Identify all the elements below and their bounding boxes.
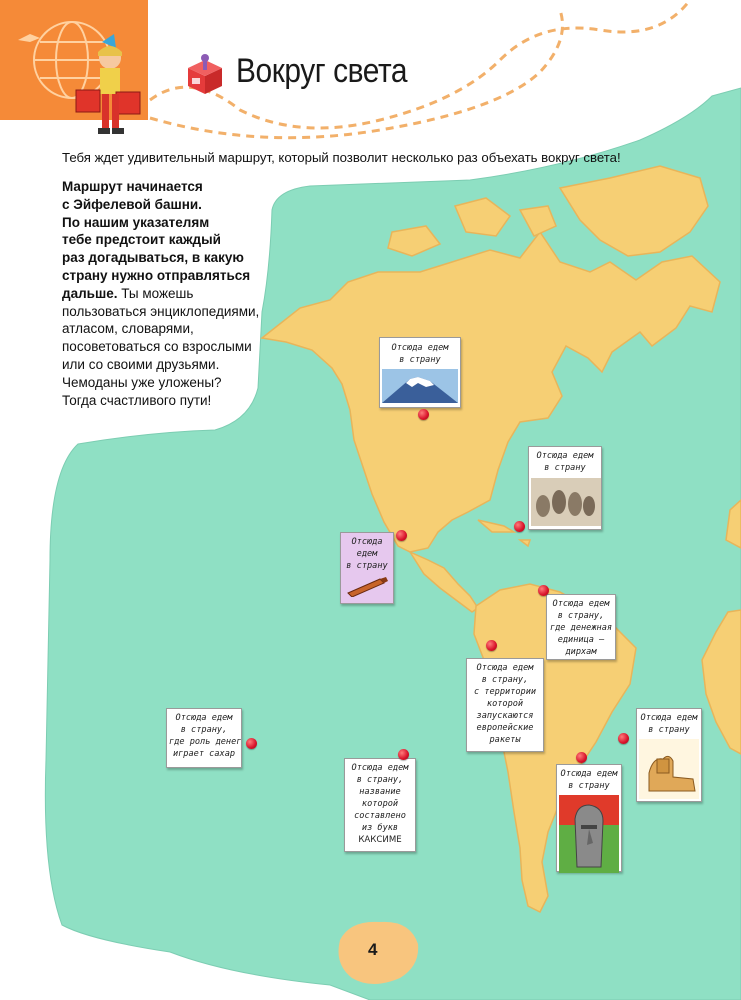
body-paragraph: [62, 178, 282, 409]
note-line: название: [359, 787, 401, 797]
map-pin: [538, 585, 549, 596]
note-line: дирхам: [565, 647, 597, 657]
body-regular-line: посоветоваться со взрослыми: [62, 339, 252, 355]
note-line: которой: [486, 699, 524, 709]
note-line: Отсюда едем: [391, 343, 449, 353]
page-title: Вокруг света: [236, 52, 408, 90]
note-line: Отсюда едем: [536, 451, 594, 461]
note-line: в страну,: [481, 675, 529, 685]
note-line: с территории: [473, 687, 537, 697]
note-card-moai: [556, 764, 622, 872]
note-card-kaksime: [344, 758, 416, 852]
map-pin: [514, 521, 525, 532]
note-line: Отсюда едем: [552, 599, 610, 609]
body-bold-line: раз догадываться, в какую: [62, 250, 244, 266]
map-pin: [618, 733, 629, 744]
map-pin: [486, 640, 497, 651]
note-line: в страну,: [180, 725, 228, 735]
map-pin: [398, 749, 409, 760]
note-line: в страну,: [557, 611, 605, 621]
note-line: составлено: [354, 811, 406, 821]
note-line: едем: [356, 549, 378, 559]
note-card-rockets: [466, 658, 544, 752]
note-card-rushmore: [528, 446, 602, 530]
book-cube-icon: [184, 52, 226, 96]
note-line: в страну: [568, 781, 610, 791]
note-line: Отсюда: [351, 537, 383, 547]
body-bold-line: страну нужно отправляться: [62, 267, 251, 283]
sphinx-picture: [639, 739, 699, 799]
body-regular-line: пользоваться энциклопедиями,: [62, 303, 260, 319]
note-line: которой: [361, 799, 399, 809]
body-bold-line: Маршрут начинается: [62, 179, 203, 194]
note-line: запускаются: [476, 711, 534, 721]
map-pin: [418, 409, 429, 420]
note-line: в страну: [346, 561, 388, 571]
body-regular-line: или со своими друзьями.: [62, 356, 220, 372]
note-line: Отсюда едем: [560, 769, 618, 779]
note-card-sugar: [166, 708, 242, 768]
note-line: единица –: [557, 635, 605, 645]
intro-text: Тебя ждет удивительный маршрут, который позволит несколько раз объехать вокруг света!: [62, 150, 621, 165]
note-card-sphinx: [636, 708, 702, 802]
note-line: где роль денег: [169, 737, 242, 747]
map-pin: [396, 530, 407, 541]
body-bold-line: с Эйфелевой башни.: [62, 196, 202, 212]
body-regular-line: атласом, словарями,: [62, 321, 194, 337]
body-regular-line: Тогда счастливого пути!: [62, 392, 212, 408]
map-pin: [246, 738, 257, 749]
moai-statue-picture: [559, 795, 619, 873]
body-regular-line: Чемоданы уже уложены?: [62, 374, 222, 390]
mount-fuji-picture: [382, 369, 458, 403]
note-line: в страну: [399, 355, 441, 365]
note-line: Отсюда едем: [640, 713, 698, 723]
note-line: в страну,: [356, 775, 404, 785]
page-number: 4: [368, 940, 378, 959]
note-card-cigar: [340, 532, 394, 604]
cigar-picture: [344, 573, 390, 597]
note-line: Отсюда едем: [476, 663, 534, 673]
body-regular-first: Ты можешь: [121, 285, 194, 301]
map-pin: [576, 752, 587, 763]
body-bold-line: тебе предстоит каждый: [62, 232, 221, 248]
note-card-dirham: [546, 594, 616, 660]
note-line: где денежная: [549, 623, 613, 633]
note-line: в страну: [544, 463, 586, 473]
note-line: играет сахар: [172, 749, 236, 759]
note-line: из букв: [361, 823, 399, 833]
note-line: Отсюда едем: [175, 713, 233, 723]
note-line: в страну: [648, 725, 690, 735]
mount-rushmore-picture: [531, 478, 601, 526]
body-bold-line: По нашим указателям: [62, 214, 210, 230]
note-card-fuji: [379, 337, 461, 408]
note-line: ракеты: [489, 735, 521, 745]
note-line: Отсюда едем: [351, 763, 409, 773]
body-bold-line: дальше.: [62, 285, 118, 301]
traveler-boy-illustration: [72, 34, 142, 138]
note-line: европейские: [476, 723, 534, 733]
route-dash-top: [150, 0, 690, 128]
note-line: КАКСИМЕ: [358, 835, 402, 845]
